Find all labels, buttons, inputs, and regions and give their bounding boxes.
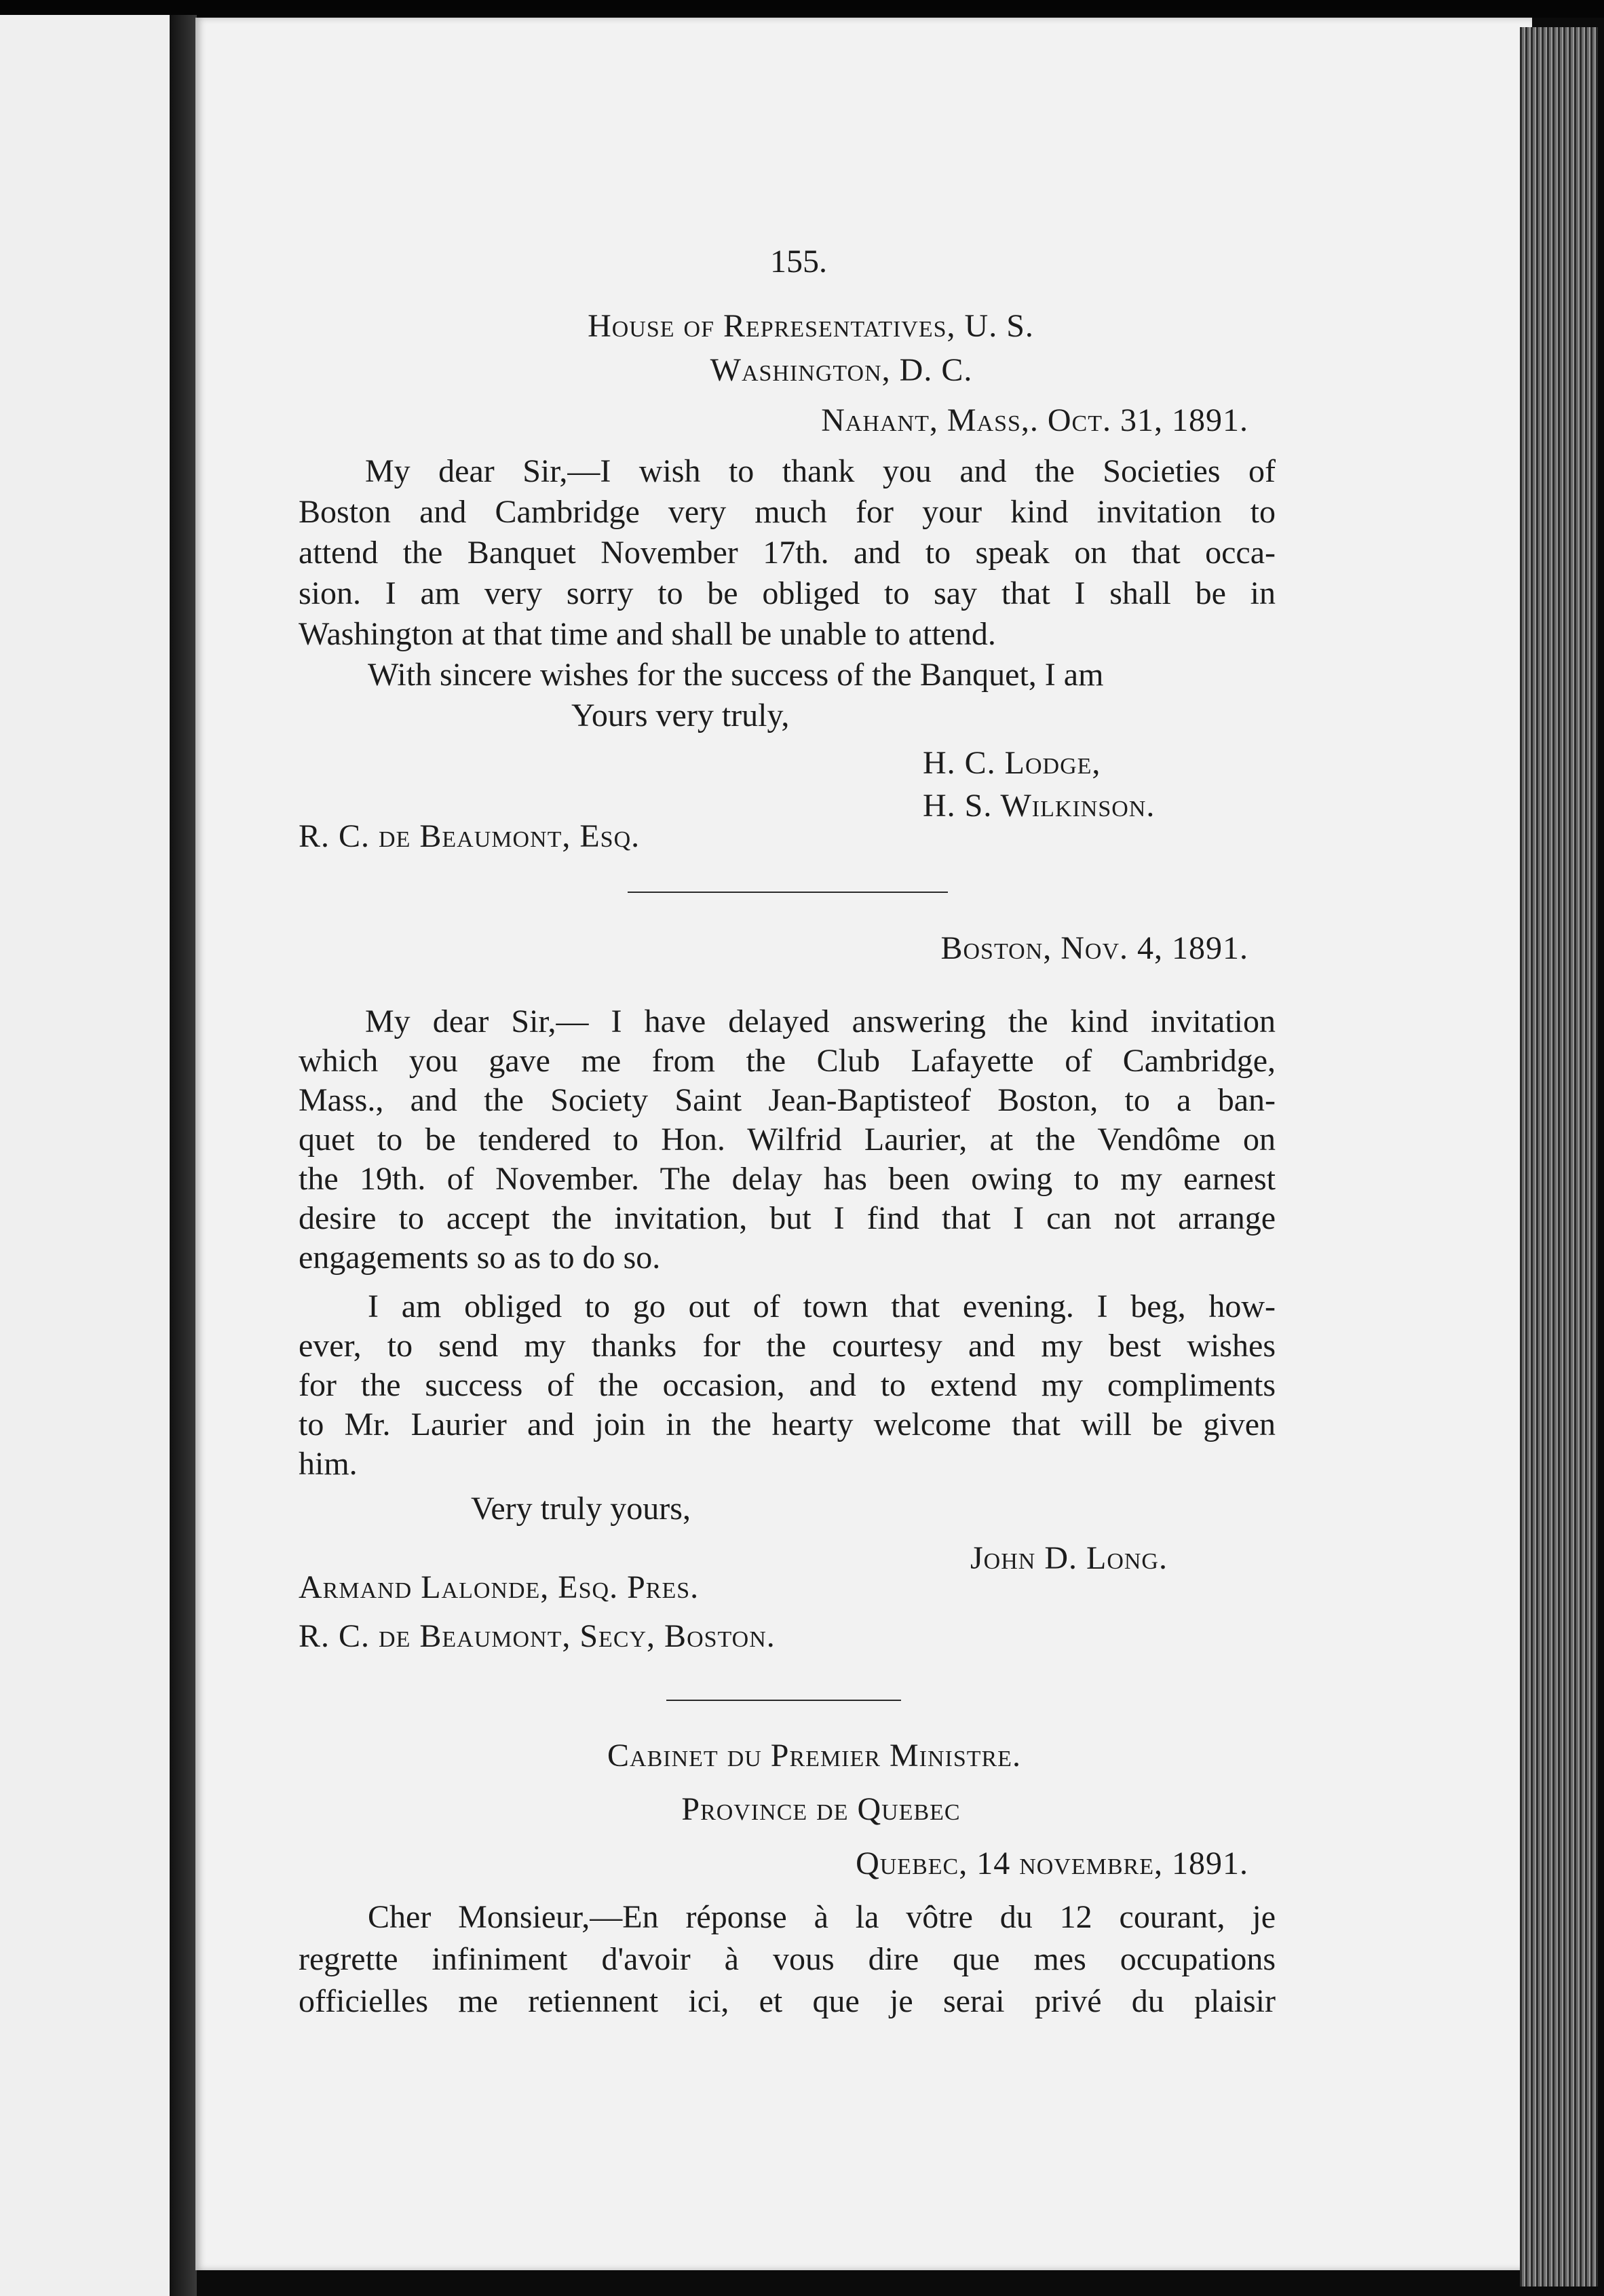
- letter2-body-line: My dear Sir,— I have delayed answering the kind invitation: [365, 1003, 1276, 1039]
- section-divider: [666, 1700, 901, 1701]
- letter2-body-line: I am obliged to go out of town that evening. I beg, how-: [368, 1288, 1276, 1324]
- letter1-body-line: sion. I am very sorry to be obliged to say that I shall be in: [299, 575, 1276, 611]
- letter2-signature-long: John D. Long.: [970, 1540, 1168, 1576]
- left-page-edge: [0, 15, 170, 2296]
- letter1-heading-house: House of Representatives, U. S.: [588, 308, 1034, 344]
- letter2-addressee-lalonde: Armand Lalonde, Esq. Pres.: [299, 1569, 700, 1605]
- letter1-addressee: R. C. de Beaumont, Esq.: [299, 818, 641, 854]
- letter1-signature-wilkinson: H. S. Wilkinson.: [923, 788, 1156, 824]
- letter1-dateline: Nahant, Mass,. Oct. 31, 1891.: [821, 402, 1248, 438]
- letter2-body-line: him.: [299, 1446, 358, 1482]
- letter3-body-line: regrette infiniment d'avoir à vous dire que mes occupations: [299, 1941, 1276, 1977]
- letter2-body-line: desire to accept the invitation, but I find that I can not arrange: [299, 1200, 1276, 1236]
- letter2-closing: Very truly yours,: [471, 1491, 691, 1527]
- letter2-body-line: Mass., and the Society Saint Jean-Baptisteof Boston, to a ban-: [299, 1082, 1276, 1118]
- letter2-addressee-beaumont: R. C. de Beaumont, Secy, Boston.: [299, 1618, 776, 1654]
- letter1-body-line: With sincere wishes for the success of the Banquet, I am: [368, 657, 1104, 693]
- letter3-heading-cabinet: Cabinet du Premier Ministre.: [607, 1738, 1021, 1774]
- letter2-body-line: the 19th. of November. The delay has been owing to my earnest: [299, 1161, 1276, 1197]
- letter3-body-line: Cher Monsieur,—En réponse à la vôtre du 12 courant, je: [368, 1899, 1276, 1935]
- letter1-closing: Yours very truly,: [571, 697, 790, 733]
- letter1-signature-lodge: H. C. Lodge,: [923, 745, 1101, 781]
- page-number: 155.: [770, 244, 827, 280]
- letter1-body-line: attend the Banquet November 17th. and to speak on that occa-: [299, 535, 1276, 571]
- letter3-dateline: Quebec, 14 novembre, 1891.: [856, 1845, 1248, 1881]
- letter2-body-line: ever, to send my thanks for the courtesy and my best wishes: [299, 1328, 1276, 1364]
- letter2-body-line: engagements so as to do so.: [299, 1240, 661, 1276]
- section-divider: [628, 892, 948, 893]
- letter1-body-line: My dear Sir,—I wish to thank you and the Societies of: [365, 453, 1276, 489]
- letter2-body-line: for the success of the occasion, and to extend my compliments: [299, 1367, 1276, 1403]
- letter2-body-line: quet to be tendered to Hon. Wilfrid Laurier, at the Vendôme on: [299, 1122, 1276, 1157]
- letter2-body-line: which you gave me from the Club Lafayette of Cambridge,: [299, 1043, 1276, 1079]
- page-edges-stack: [1520, 27, 1598, 2287]
- letter1-body-line: Washington at that time and shall be unable to attend.: [299, 616, 996, 652]
- book-spine-gutter: [170, 15, 197, 2296]
- letter1-heading-washington: Washington, D. C.: [710, 352, 973, 388]
- letter2-body-line: to Mr. Laurier and join in the hearty welcome that will be given: [299, 1407, 1276, 1442]
- letter3-body-line: officielles me retiennent ici, et que je serai privé du plaisir: [299, 1983, 1276, 2019]
- letter3-heading-province: Province de Quebec: [681, 1791, 961, 1827]
- letter2-dateline: Boston, Nov. 4, 1891.: [940, 930, 1248, 966]
- letter1-body-line: Boston and Cambridge very much for your kind invitation to: [299, 494, 1276, 530]
- scan-top-border: [0, 0, 1604, 18]
